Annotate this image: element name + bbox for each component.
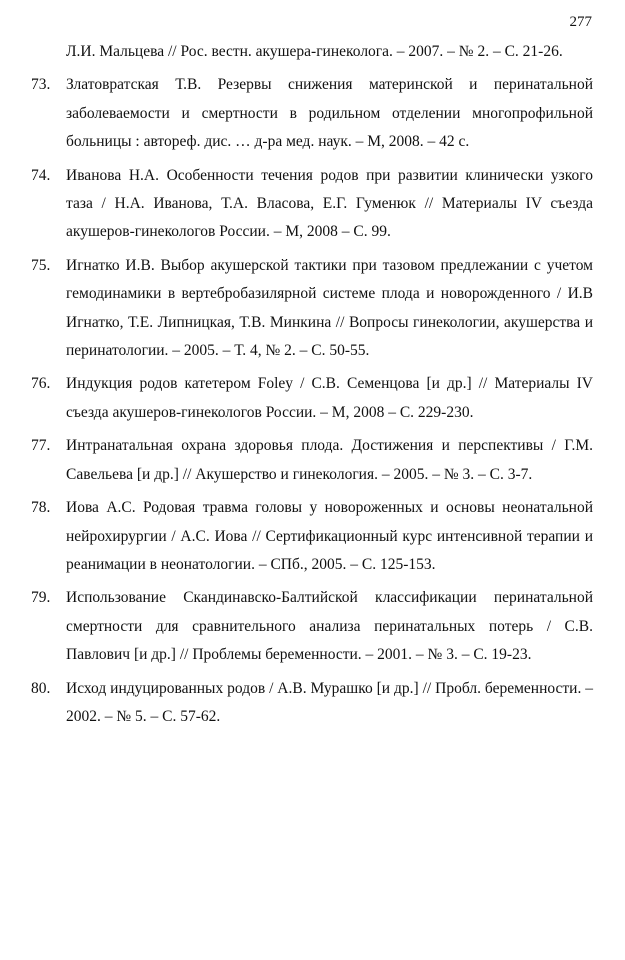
reference-number: 75. bbox=[31, 256, 51, 274]
reference-number: 74. bbox=[31, 166, 51, 184]
reference-item bbox=[31, 584, 593, 669]
reference-text: Л.И. Мальцева // Рос. вестн. акушера-гинеколога. – 2007. – № 2. – С. 21-26. bbox=[66, 43, 563, 60]
reference-item bbox=[31, 162, 593, 247]
reference-text: Игнатко И.В. Выбор акушерской тактики при тазовом предлежании с учетом гемодинамики в вертебробазилярной системе плода и новорожденного / И.В Игнатко, Т.Е. Липницкая, Т.В. Минкина // Вопросы гинекологии, акушерства и перинатологии. – 2005. – Т. 4, № 2. – С. 50-55. bbox=[66, 256, 593, 360]
page-number: 277 bbox=[569, 14, 592, 30]
reference-item bbox=[31, 494, 593, 579]
reference-number: 79. bbox=[31, 589, 51, 607]
reference-item bbox=[31, 71, 593, 156]
reference-text: Индукция родов катетером Foley / С.В. Семенцова [и др.] // Материалы IV съезда акушеров-гинекологов России. – М, 2008 – С. 229-230. bbox=[66, 375, 593, 421]
reference-item bbox=[31, 675, 593, 732]
reference-number: 77. bbox=[31, 437, 51, 455]
reference-list bbox=[31, 38, 593, 736]
reference-text: Иова А.С. Родовая травма головы у новороженных и основы неонатальной нейрохирургии / А.С. Иова // Сертификационный курс интенсивной терапии и реанимации в неонатологии. – СПб., 2005. – С. 125-153. bbox=[66, 499, 593, 573]
reference-number: 73. bbox=[31, 76, 51, 94]
reference-number: 76. bbox=[31, 375, 51, 393]
reference-text: Использование Скандинавско-Балтийской классификации перинатальной смертности для сравнительного анализа перинатальных потерь / С.В. Павлович [и др.] // Проблемы беременности. – 2001. – № 3. – С. 19-23. bbox=[66, 589, 593, 664]
reference-item bbox=[31, 38, 593, 66]
reference-text: Исход индуцированных родов / А.В. Мурашко [и др.] // Пробл. беременности. – 2002. – № 5. – С. 57-62. bbox=[66, 679, 593, 725]
reference-number: 78. bbox=[31, 499, 51, 517]
reference-text: Интранатальная охрана здоровья плода. Достижения и перспективы / Г.М. Савельева [и др.] // Акушерство и гинекология. – 2005. – № 3. – С. 3-7. bbox=[66, 437, 593, 483]
reference-item bbox=[31, 252, 593, 366]
reference-item bbox=[31, 432, 593, 489]
reference-text: Златовратская Т.В. Резервы снижения материнской и перинатальной заболеваемости и смертности в родильном отделении многопрофильной больницы : автореф. дис. … д-ра мед. наук. – М, 2008. – 42 с. bbox=[66, 76, 593, 151]
reference-text: Иванова Н.А. Особенности течения родов при развитии клинически узкого таза / Н.А. Иванова, Т.А. Власова, Е.Г. Гуменюк // Материалы IV съезда акушеров-гинекологов России. – М, 2008 – С. 99. bbox=[66, 166, 593, 241]
reference-number: 80. bbox=[31, 679, 51, 697]
reference-item bbox=[31, 370, 593, 427]
